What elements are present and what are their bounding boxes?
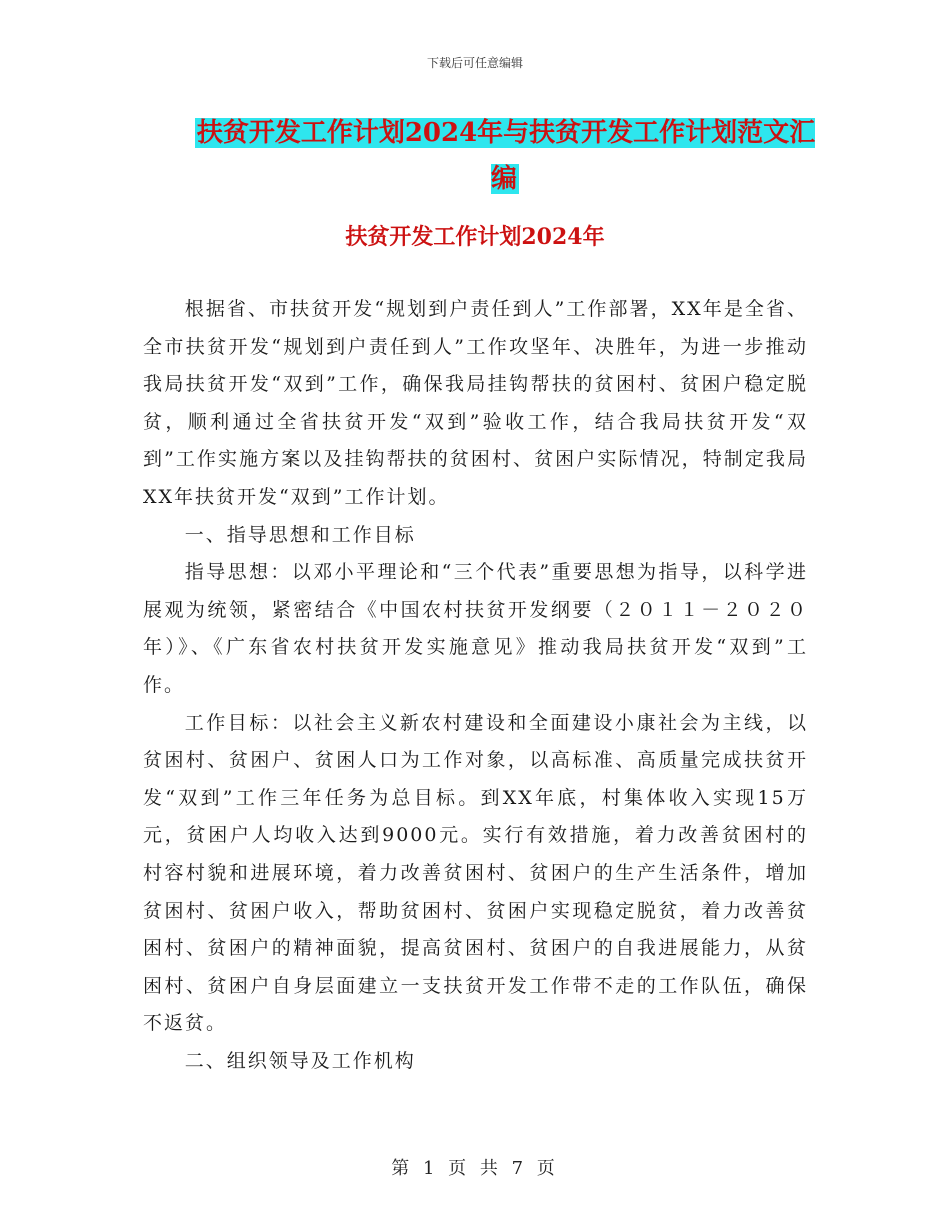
page-header: 下载后可任意编辑 [426, 56, 523, 70]
heading-organization: 二、组织领导及工作机构 [184, 1049, 416, 1072]
paragraph-guiding-ideology: 指导思想：以邓小平理论和“三个代表”重要思想为指导，以科学进展观为统领，紧密结合《中国农村扶贫开发纲要（２０１１－２０２０年）》、《广东省农村扶贫开发实施意见》推动我局扶贫开发“双到”工作。 [143, 561, 808, 696]
paragraph-intro: 根据省、市扶贫开发“规划到户责任到人”工作部署，XX年是全省、全市扶贫开发“规划到户责任到人”工作攻坚年、决胜年，为进一步推动我局扶贫开发“双到”工作，确保我局挂钩帮扶的贫困村、贫困户稳定脱贫，顺利通过全省扶贫开发“双到”验收工作，结合我局扶贫开发“双到”工作实施方案以及挂钩帮扶的贫困村、贫困户实际情况，特制定我局XX年扶贫开发“双到”工作计划。 [143, 298, 808, 508]
heading-guiding-principles: 一、指导思想和工作目标 [184, 523, 416, 546]
document-title [185, 110, 825, 202]
paragraph-work-goals: 工作目标：以社会主义新农村建设和全面建设小康社会为主线，以贫困村、贫困户、贫困人口为工作对象，以高标准、高质量完成扶贫开发“双到”工作三年任务为总目标。到XX年底，村集体收入实现15万元，贫困户人均收入达到9000元。实行有效措施，着力改善贫困村的村容村貌和进展环境，着力改善贫困村、贫困户的生产生活条件，增加贫困村、贫困户收入，帮助贫困村、贫困户实现稳定脱贫，着力改善贫困村、贫困户的精神面貌，提高贫困村、贫困户的自我进展能力，从贫困村、贫困户自身层面建立一支扶贫开发工作带不走的工作队伍，确保不返贫。 [143, 711, 808, 1035]
document-title-text: 扶贫开发工作计划2024年与扶贫开发工作计划范文汇编 [196, 118, 816, 194]
section-title: 扶贫开发工作计划2024年 [345, 224, 605, 250]
page-number: 第 1 页 共 7 页 [391, 1158, 559, 1179]
body-text [143, 291, 808, 1080]
